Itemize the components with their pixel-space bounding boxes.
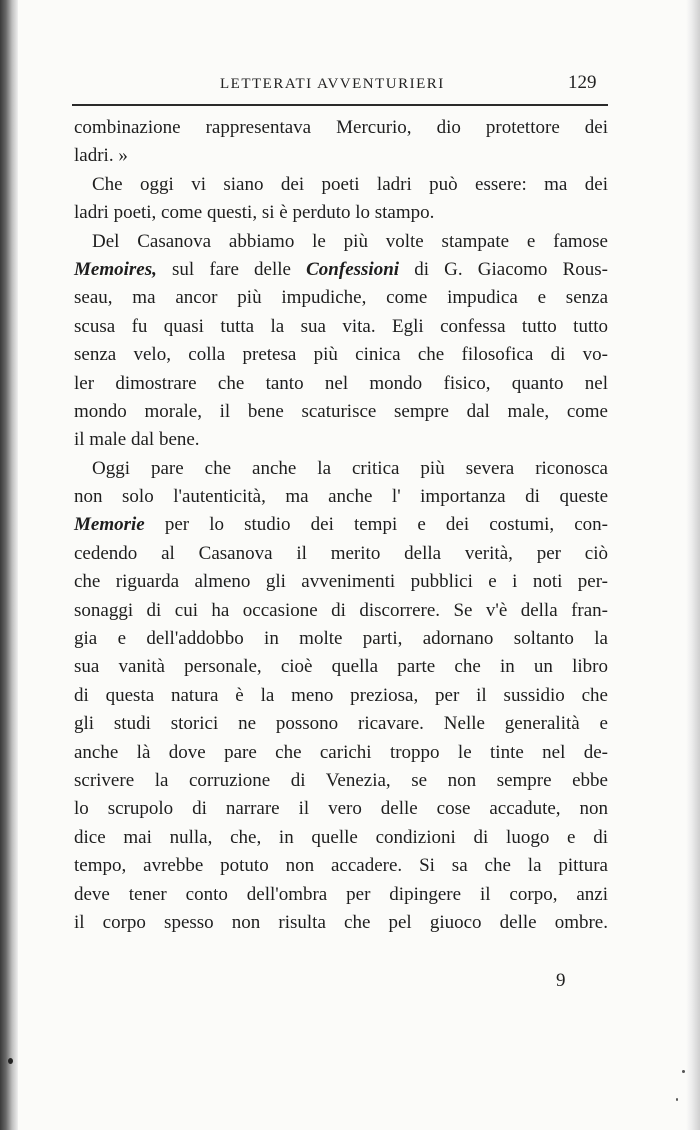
page-number: 129 [568, 72, 597, 93]
text-line: Oggi pare che anche la critica più severa riconosca [92, 457, 608, 479]
italic-title: Memoires, [74, 258, 157, 280]
body-text [74, 114, 608, 937]
text-line: il male dal bene. [74, 429, 200, 451]
text-line: Del Casanova abbiamo le più volte stampate e famose [92, 230, 608, 252]
header-rule [72, 104, 608, 106]
text-line: gia e dell'addobbo in molte parti, adornano soltanto la [74, 628, 608, 650]
text-line: tempo, avrebbe potuto non accadere. Si sa che la pittura [74, 855, 608, 877]
text-line: non solo l'autenticità, ma anche l' importanza di queste [74, 486, 608, 508]
italic-title: Confessioni [306, 258, 400, 280]
text-line: combinazione rappresentava Mercurio, dio protettore dei [74, 117, 608, 138]
text-run: sul fare delle [156, 258, 307, 280]
text-line: scusa fu quasi tutta la sua vita. Egli confessa tutto tutto [74, 315, 608, 337]
text-line: ler dimostrare che tanto nel mondo fisico, quanto nel [74, 372, 608, 394]
text-line: mondo morale, il bene scaturisce sempre dal male, come [74, 400, 608, 422]
text-line: gli studi storici ne possono ricavare. Nelle generalità e [74, 713, 608, 735]
text-run: per lo studio dei tempi e dei costumi, con- [144, 514, 608, 536]
text-line [74, 511, 608, 539]
text-line: Che oggi vi siano dei poeti ladri può essere: ma dei [92, 173, 608, 195]
text-line: sonaggi di cui ha occasione di discorrere. Se v'è della fran- [74, 599, 608, 621]
signature-mark: 9 [556, 970, 566, 991]
text-line: ladri poeti, come questi, si è perduto lo stampo. [74, 202, 435, 224]
page-edge-shadow [686, 0, 700, 1130]
text-line: dice mai nulla, che, in quelle condizioni di luogo e di [74, 826, 608, 848]
text-line: cedendo al Casanova il merito della verità, per ciò [74, 542, 608, 564]
text-line: che riguarda almeno gli avvenimenti pubblici e i noti per- [74, 571, 608, 593]
text-line: lo scrupolo di narrare il vero delle cose accadute, non [74, 798, 608, 820]
print-speck [8, 1058, 13, 1064]
print-speck [676, 1098, 678, 1101]
text-line: senza velo, colla pretesa più cinica che filosofica di vo- [74, 344, 608, 366]
text-line: seau, ma ancor più impudiche, come impudica e senza [74, 287, 608, 309]
print-speck [682, 1070, 685, 1073]
text-line: ladri. » [74, 145, 128, 167]
text-line: sua vanità personale, cioè quella parte che in un libro [74, 656, 608, 678]
page-binding-shadow [0, 0, 18, 1130]
text-line [74, 256, 608, 284]
running-title: LETTERATI AVVENTURIERI [220, 76, 445, 92]
text-line: deve tener conto dell'ombra per dipingere il corpo, anzi [74, 883, 608, 905]
text-line: scrivere la corruzione di Venezia, se non sempre ebbe [74, 769, 608, 791]
text-line: il corpo spesso non risulta che pel giuoco delle ombre. [74, 911, 608, 933]
text-line: di questa natura è la meno preziosa, per il sussidio che [74, 684, 608, 706]
italic-title: Memorie [74, 514, 145, 536]
text-run: di G. Giacomo Rous- [399, 258, 608, 280]
text-line: anche là dove pare che carichi troppo le tinte nel de- [74, 741, 608, 763]
